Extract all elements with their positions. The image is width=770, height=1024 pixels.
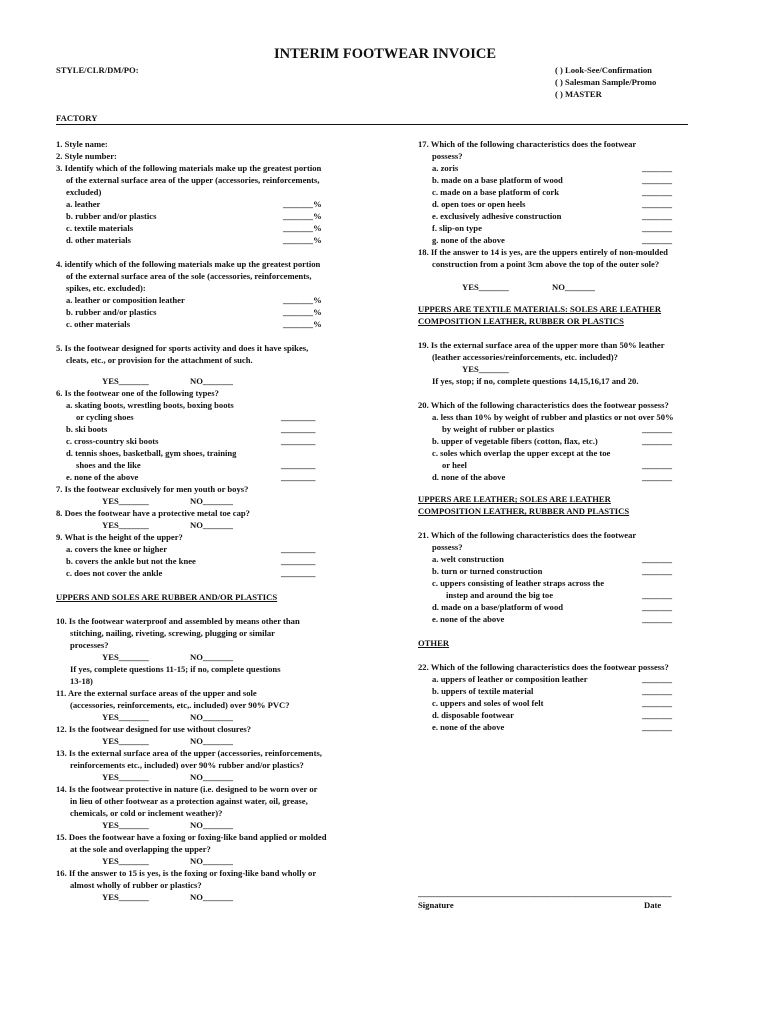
q22-option-blank[interactable]: _______ — [642, 686, 673, 696]
q17-option-blank[interactable]: _______ — [642, 163, 673, 173]
q22-option-label: e. none of the above — [432, 722, 505, 732]
q6-option-blank[interactable]: ________ — [281, 424, 316, 434]
q22-option-label: c. uppers and soles of wool felt — [432, 698, 544, 708]
question-14-line: 14. Is the footwear protective in nature (i.e. designed to be worn over or — [56, 784, 318, 794]
q17-option-blank[interactable]: _______ — [642, 223, 673, 233]
section-heading-other: OTHER — [418, 638, 450, 648]
q20-option-blank[interactable]: _______ — [642, 424, 673, 434]
question-9: 9. What is the height of the upper? — [56, 532, 183, 542]
question-20: 20. Which of the following characteristics does the footwear possess? — [418, 400, 669, 410]
q17-option-blank[interactable]: _______ — [642, 199, 673, 209]
q4-option-blank[interactable]: _______% — [283, 295, 322, 305]
signature-line[interactable]: ___________________________________________________________ — [418, 888, 672, 898]
section-heading-rubber-plastics: UPPERS AND SOLES ARE RUBBER AND/OR PLASTICS — [56, 592, 278, 602]
q6-option-blank[interactable]: ________ — [281, 472, 316, 482]
q17-option-blank[interactable]: _______ — [642, 175, 673, 185]
q11-no-field[interactable]: NO_______ — [190, 712, 233, 722]
q21-option-blank[interactable]: _______ — [642, 554, 673, 564]
question-14-line: in lieu of other footwear as a protection against water, oil, grease, — [70, 796, 308, 806]
question-13-line: 13. Is the external surface area of the upper (accessories, reinforcements, — [56, 748, 322, 758]
q3-option-blank[interactable]: _______% — [283, 199, 322, 209]
q6-option-blank[interactable]: ________ — [281, 412, 316, 422]
q18-yes-field[interactable]: YES_______ — [462, 282, 509, 292]
q22-option-blank[interactable]: _______ — [642, 710, 673, 720]
q21-option-label: a. welt construction — [432, 554, 504, 564]
q6-option-label: a. skating boots, wrestling boots, boxing boots — [66, 400, 234, 410]
question-22: 22. Which of the following characteristics does the footwear possess? — [418, 662, 669, 672]
q9-option-label: b. covers the ankle but not the knee — [66, 556, 196, 566]
q22-option-blank[interactable]: _______ — [642, 674, 673, 684]
q4-option-label: a. leather or composition leather — [66, 295, 185, 305]
q7-yes-field[interactable]: YES_______ — [102, 496, 149, 506]
option-salesman-sample[interactable]: ( ) Salesman Sample/Promo — [555, 77, 657, 87]
q4-option-label: b. rubber and/or plastics — [66, 307, 157, 317]
question-11-line: (accessories, reinforcements, etc,. included) over 90% PVC? — [70, 700, 290, 710]
question-4-line: of the external surface area of the sole (accessories, reinforcements, — [66, 271, 312, 281]
q10-note: If yes, complete questions 11-15; if no, complete questions — [70, 664, 281, 674]
date-label: Date — [644, 900, 662, 910]
q20-option-blank[interactable]: _______ — [642, 436, 673, 446]
q19-yes-field[interactable]: YES_______ — [462, 364, 509, 374]
factory-rule — [56, 124, 688, 125]
question-4-line: spikes, etc. excluded): — [66, 283, 146, 293]
q9-option-label: a. covers the knee or higher — [66, 544, 168, 554]
q3-option-label: a. leather — [66, 199, 101, 209]
q22-option-blank[interactable]: _______ — [642, 722, 673, 732]
q15-yes-field[interactable]: YES_______ — [102, 856, 149, 866]
q17-option-blank[interactable]: _______ — [642, 187, 673, 197]
option-master[interactable]: ( ) MASTER — [555, 89, 602, 99]
q5-yes-field[interactable]: YES_______ — [102, 376, 149, 386]
q9-option-blank[interactable]: ________ — [281, 568, 316, 578]
question-17-line: possess? — [432, 151, 463, 161]
q20-option-blank[interactable]: _______ — [642, 460, 673, 470]
q22-option-label: a. uppers of leather or composition leather — [432, 674, 588, 684]
q21-option-label: instep and around the big toe — [446, 590, 554, 600]
q9-option-label: c. does not cover the ankle — [66, 568, 163, 578]
q7-no-field[interactable]: NO_______ — [190, 496, 233, 506]
q8-yes-field[interactable]: YES_______ — [102, 520, 149, 530]
question-3-line: excluded) — [66, 187, 102, 197]
q13-no-field[interactable]: NO_______ — [190, 772, 233, 782]
question-6: 6. Is the footwear one of the following types? — [56, 388, 219, 398]
q4-option-label: c. other materials — [66, 319, 131, 329]
question-17-line: 17. Which of the following characteristics does the footwear — [418, 139, 637, 149]
q6-option-blank[interactable]: ________ — [281, 460, 316, 470]
factory-label: FACTORY — [56, 113, 98, 123]
style-label: STYLE/CLR/DM/PO: — [56, 65, 139, 75]
q15-no-field[interactable]: NO_______ — [190, 856, 233, 866]
question-10-line: 10. Is the footwear waterproof and assembled by means other than — [56, 616, 300, 626]
q3-option-label: d. other materials — [66, 235, 131, 245]
question-15-line: 15. Does the footwear have a foxing or foxing-like band applied or molded — [56, 832, 327, 842]
q6-option-label: b. ski boots — [66, 424, 108, 434]
question-1: 1. Style name: — [56, 139, 108, 149]
section-heading-textile: UPPERS ARE TEXTILE MATERIALS: SOLES ARE LEATHER — [418, 304, 662, 314]
question-11-line: 11. Are the external surface areas of the upper and sole — [56, 688, 257, 698]
signature-label: Signature — [418, 900, 454, 910]
q21-option-blank[interactable]: _______ — [642, 614, 673, 624]
question-7: 7. Is the footwear exclusively for men youth or boys? — [56, 484, 249, 494]
question-18-line: 18. If the answer to 14 is yes, are the uppers entirely of non-moulded — [418, 247, 668, 257]
question-5-line: 5. Is the footwear designed for sports activity and does it have spikes, — [56, 343, 309, 353]
question-15-line: at the sole and overlapping the upper? — [70, 844, 211, 854]
question-2: 2. Style number: — [56, 151, 117, 161]
q9-option-blank[interactable]: ________ — [281, 544, 316, 554]
q11-yes-field[interactable]: YES_______ — [102, 712, 149, 722]
q17-option-label: e. exclusively adhesive construction — [432, 211, 562, 221]
q6-option-blank[interactable]: ________ — [281, 436, 316, 446]
question-3-line: of the external surface area of the upper (accessories, reinforcements, — [66, 175, 320, 185]
q22-option-label: d. disposable footwear — [432, 710, 514, 720]
q17-option-blank[interactable]: _______ — [642, 211, 673, 221]
q6-option-label: shoes and the like — [76, 460, 141, 470]
question-4-line: 4. identify which of the following materials make up the greatest portion — [56, 259, 321, 269]
q13-yes-field[interactable]: YES_______ — [102, 772, 149, 782]
q20-option-label: by weight of rubber or plastics — [442, 424, 555, 434]
question-19-line: 19. Is the external surface area of the upper more than 50% leather — [418, 340, 665, 350]
question-21-line: 21. Which of the following characteristics does the footwear — [418, 530, 637, 540]
q10-no-field[interactable]: NO_______ — [190, 652, 233, 662]
q21-option-label: c. uppers consisting of leather straps across the — [432, 578, 605, 588]
q17-option-blank[interactable]: _______ — [642, 235, 673, 245]
question-10-line: stitching, nailing, riveting, screwing, plugging or similar — [70, 628, 275, 638]
q3-option-label: b. rubber and/or plastics — [66, 211, 157, 221]
q20-option-label: a. less than 10% by weight of rubber and plastics or not over 50% — [432, 412, 674, 422]
question-3-line: 3. Identify which of the following materials make up the greatest portion — [56, 163, 322, 173]
q17-option-label: b. made on a base platform of wood — [432, 175, 563, 185]
question-12: 12. Is the footwear designed for use without closures? — [56, 724, 252, 734]
question-10-line: processes? — [70, 640, 109, 650]
q12-yes-field[interactable]: YES_______ — [102, 736, 149, 746]
q21-option-blank[interactable]: _______ — [642, 566, 673, 576]
q3-option-blank[interactable]: _______% — [283, 223, 322, 233]
q20-option-label: d. none of the above — [432, 472, 506, 482]
q5-no-field[interactable]: NO_______ — [190, 376, 233, 386]
q16-no-field[interactable]: NO_______ — [190, 892, 233, 902]
question-18-line: construction from a point 3cm above the top of the outer sole? — [432, 259, 660, 269]
q20-option-label: or heel — [442, 460, 467, 470]
q14-yes-field[interactable]: YES_______ — [102, 820, 149, 830]
q21-option-label: b. turn or turned construction — [432, 566, 543, 576]
q21-option-label: d. made on a base/platform of wood — [432, 602, 564, 612]
page-title: INTERIM FOOTWEAR INVOICE — [273, 46, 497, 62]
question-8: 8. Does the footwear have a protective metal toe cap? — [56, 508, 250, 518]
section-heading-textile: COMPOSITION LEATHER, RUBBER OR PLASTICS — [418, 316, 624, 326]
q20-option-label: b. upper of vegetable fibers (cotton, flax, etc.) — [432, 436, 598, 446]
q8-no-field[interactable]: NO_______ — [190, 520, 233, 530]
q3-option-blank[interactable]: _______% — [283, 235, 322, 245]
q3-option-label: c. textile materials — [66, 223, 134, 233]
question-5-line: cleats, etc., or provision for the attachment of such. — [66, 355, 253, 365]
q16-yes-field[interactable]: YES_______ — [102, 892, 149, 902]
q10-yes-field[interactable]: YES_______ — [102, 652, 149, 662]
q20-option-blank[interactable]: _______ — [642, 472, 673, 482]
q17-option-label: g. none of the above — [432, 235, 505, 245]
q4-option-blank[interactable]: _______% — [283, 319, 322, 329]
q18-no-field[interactable]: NO_______ — [552, 282, 595, 292]
q21-option-blank[interactable]: _______ — [642, 602, 673, 612]
q14-no-field[interactable]: NO_______ — [190, 820, 233, 830]
q21-option-blank[interactable]: _______ — [642, 590, 673, 600]
q17-option-label: a. zoris — [432, 163, 459, 173]
q10-note: 13-18) — [70, 676, 93, 686]
q19-note: If yes, stop; if no, complete questions 14,15,16,17 and 20. — [432, 376, 639, 386]
question-21-line: possess? — [432, 542, 463, 552]
q22-option-blank[interactable]: _______ — [642, 698, 673, 708]
q6-option-label: e. none of the above — [66, 472, 139, 482]
option-look-see[interactable]: ( ) Look-See/Confirmation — [555, 65, 652, 75]
question-16-line: almost wholly of rubber or plastics? — [70, 880, 202, 890]
q21-option-label: e. none of the above — [432, 614, 505, 624]
q4-option-blank[interactable]: _______% — [283, 307, 322, 317]
section-heading-leather: UPPERS ARE LEATHER; SOLES ARE LEATHER — [418, 494, 611, 504]
q12-no-field[interactable]: NO_______ — [190, 736, 233, 746]
q17-option-label: f. slip-on type — [432, 223, 482, 233]
q17-option-label: d. open toes or open heels — [432, 199, 526, 209]
q17-option-label: c. made on a base platform of cork — [432, 187, 559, 197]
q3-option-blank[interactable]: _______% — [283, 211, 322, 221]
question-14-line: chemicals, or cold or inclement weather)? — [70, 808, 223, 818]
question-16-line: 16. If the answer to 15 is yes, is the foxing or foxing-like band wholly or — [56, 868, 317, 878]
question-19-line: (leather accessories/reinforcements, etc. included)? — [432, 352, 618, 362]
q6-option-label: c. cross-country ski boots — [66, 436, 159, 446]
question-13-line: reinforcements etc., included) over 90% rubber and/or plastics? — [70, 760, 304, 770]
section-heading-leather: COMPOSITION LEATHER, RUBBER AND PLASTICS — [418, 506, 630, 516]
q9-option-blank[interactable]: ________ — [281, 556, 316, 566]
q20-option-label: c. soles which overlap the upper except at the toe — [432, 448, 611, 458]
q6-option-label: or cycling shoes — [76, 412, 134, 422]
q6-option-label: d. tennis shoes, basketball, gym shoes, training — [66, 448, 237, 458]
q22-option-label: b. uppers of textile material — [432, 686, 534, 696]
